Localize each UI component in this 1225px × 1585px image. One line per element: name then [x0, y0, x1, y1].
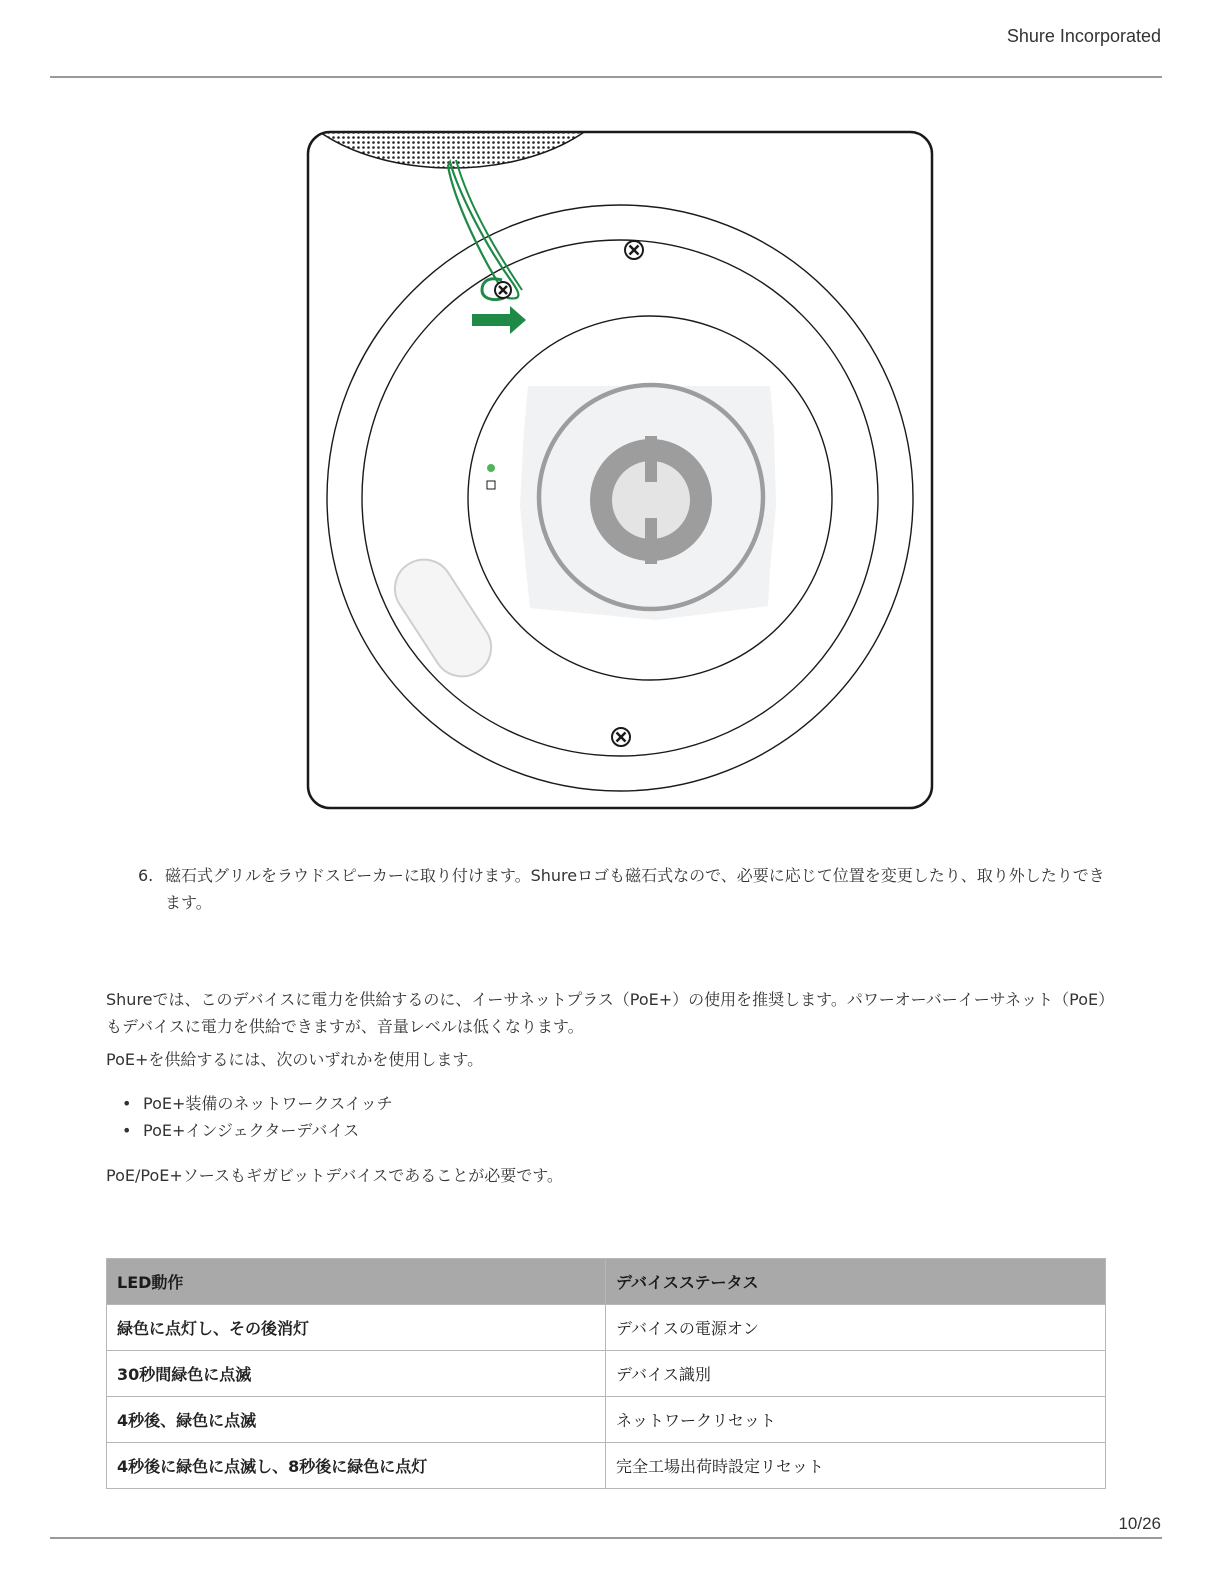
poe-supply-paragraph: PoE+を供給するには、次のいずれかを使用します。: [106, 1050, 484, 1069]
screw-icon-top: [625, 241, 643, 259]
table-header-row: [107, 1259, 1106, 1305]
led-behavior-cell: 4秒後、緑色に点滅: [107, 1397, 606, 1443]
instruction-step-6: [138, 862, 1113, 916]
header-company: Shure Incorporated: [1006, 26, 1161, 46]
button-notch-bottom: [645, 518, 657, 564]
step-number: 6.: [138, 866, 154, 885]
table-row: [107, 1443, 1106, 1489]
led-behavior-cell: 緑色に点灯し、その後消灯: [107, 1305, 606, 1351]
device-status-cell: ネットワークリセット: [606, 1397, 1106, 1443]
device-status-cell: 完全工場出荷時設定リセット: [606, 1443, 1106, 1489]
led-status-table: [106, 1258, 1106, 1489]
figure-speaker-mount: [306, 130, 934, 810]
table-row: [107, 1305, 1106, 1351]
list-item: • PoE+インジェクターデバイス: [122, 1117, 393, 1144]
led-indicator: [487, 464, 495, 472]
poe-recommendation-paragraph: Shureでは、このデバイスに電力を供給するのに、イーサネットプラス（PoE+）の使用を推奨します。パワーオーバーイーサネット（PoE）もデバイスに電力を供給できますが、音量レベルは低くなります。: [106, 990, 1107, 1036]
gigabit-note-paragraph: PoE/PoE+ソースもギガビットデバイスであることが必要です。: [106, 1166, 563, 1185]
table-row: [107, 1397, 1106, 1443]
footer-rule: [50, 1537, 1162, 1539]
device-status-cell: デバイス識別: [606, 1351, 1106, 1397]
column-header-device-status: デバイスステータス: [606, 1259, 1106, 1305]
device-status-cell: デバイスの電源オン: [606, 1305, 1106, 1351]
screw-icon-bottom: [612, 728, 630, 746]
button-notch-top: [645, 436, 657, 482]
led-behavior-cell: 30秒間緑色に点滅: [107, 1351, 606, 1397]
step-text: 磁石式グリルをラウドスピーカーに取り付けます。Shureロゴも磁石式なので、必要に応じて位置を変更したり、取り外したりできます。: [165, 866, 1105, 912]
poe-source-list: [122, 1090, 393, 1144]
page-number: 10/26: [1118, 1514, 1161, 1533]
screw-icon-lanyard: [495, 282, 511, 298]
led-behavior-cell: 4秒後に緑色に点滅し、8秒後に緑色に点灯: [107, 1443, 606, 1489]
table-row: [107, 1351, 1106, 1397]
header-rule: [50, 76, 1162, 78]
list-item: • PoE+装備のネットワークスイッチ: [122, 1090, 393, 1117]
column-header-led-behavior: LED動作: [107, 1259, 606, 1305]
led-square: [487, 481, 495, 489]
